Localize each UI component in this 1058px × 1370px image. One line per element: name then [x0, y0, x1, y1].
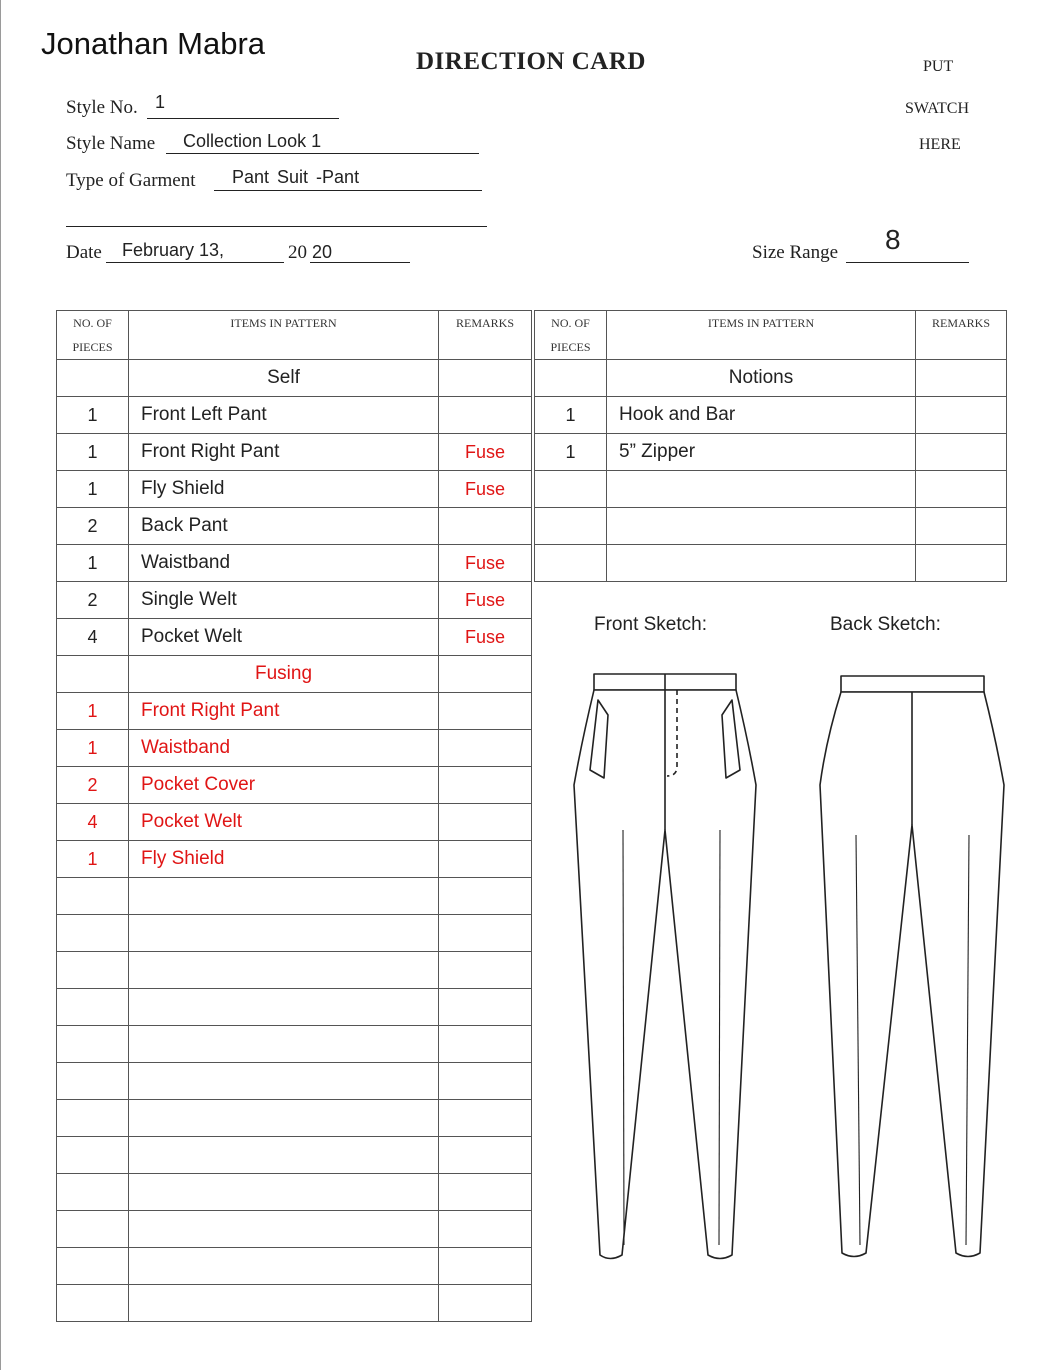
style-no-underline	[147, 118, 339, 119]
pieces-cell[interactable]: 1	[57, 841, 129, 878]
remarks-cell[interactable]: Fuse	[439, 582, 532, 619]
item-cell[interactable]: Hook and Bar	[607, 397, 916, 434]
year-prefix: 20	[288, 242, 307, 263]
remarks-cell[interactable]: Fuse	[439, 545, 532, 582]
table-row	[57, 693, 532, 730]
table-row	[57, 656, 532, 693]
table-row	[57, 1026, 532, 1063]
pieces-cell[interactable]	[57, 1100, 129, 1137]
item-cell[interactable]: Single Welt	[129, 582, 439, 619]
style-name-value[interactable]: Collection Look 1	[183, 131, 322, 151]
pieces-cell[interactable]: 2	[57, 582, 129, 619]
remarks-cell[interactable]	[439, 1137, 532, 1174]
remarks-cell[interactable]	[916, 360, 1007, 397]
right-notions-table	[534, 310, 1007, 582]
table-row	[57, 767, 532, 804]
date-value[interactable]: February 13,	[122, 240, 225, 260]
pieces-cell[interactable]: 1	[535, 434, 607, 471]
pieces-cell[interactable]	[57, 878, 129, 915]
swatch-line-3: HERE	[919, 136, 961, 153]
pieces-cell[interactable]	[57, 1174, 129, 1211]
remarks-cell[interactable]	[439, 730, 532, 767]
pieces-cell[interactable]: 4	[57, 619, 129, 656]
item-cell[interactable]	[607, 508, 916, 545]
item-cell[interactable]: Waistband	[129, 730, 439, 767]
swatch-line-2: SWATCH	[905, 100, 970, 117]
remarks-cell[interactable]	[439, 1285, 532, 1322]
remarks-cell[interactable]	[916, 545, 1007, 582]
size-range-value[interactable]: 8	[885, 224, 901, 255]
col-header-items: ITEMS IN PATTERN	[607, 311, 916, 360]
table-row	[535, 360, 1007, 397]
style-no-label: Style No.	[66, 97, 138, 118]
col-header-remarks: REMARKS	[916, 311, 1007, 360]
table-row	[535, 508, 1007, 545]
item-cell[interactable]: Pocket Welt	[129, 804, 439, 841]
pieces-cell[interactable]: 2	[57, 767, 129, 804]
item-cell[interactable]	[129, 878, 439, 915]
pieces-cell[interactable]: 1	[57, 434, 129, 471]
item-cell[interactable]	[129, 989, 439, 1026]
table-row	[57, 434, 532, 471]
table-row	[57, 915, 532, 952]
table-row	[57, 1174, 532, 1211]
remarks-cell[interactable]	[439, 1248, 532, 1285]
style-name-label: Style Name	[66, 133, 156, 154]
pieces-cell[interactable]	[57, 1248, 129, 1285]
item-cell[interactable]: Pocket Welt	[129, 619, 439, 656]
garment-underline	[214, 190, 482, 191]
author-name: Jonathan Mabra	[41, 26, 266, 61]
item-cell[interactable]: Front Left Pant	[129, 397, 439, 434]
item-cell[interactable]	[129, 915, 439, 952]
table-row	[57, 545, 532, 582]
item-cell[interactable]: Pocket Cover	[129, 767, 439, 804]
remarks-cell[interactable]	[439, 397, 532, 434]
table-row	[57, 1063, 532, 1100]
section-heading-cell[interactable]: Self	[129, 360, 439, 397]
remarks-cell[interactable]	[916, 508, 1007, 545]
pieces-cell[interactable]	[57, 1211, 129, 1248]
remarks-cell[interactable]	[439, 1026, 532, 1063]
remarks-cell[interactable]	[439, 508, 532, 545]
table-row	[57, 1137, 532, 1174]
date-label: Date	[66, 242, 102, 263]
remarks-cell[interactable]	[916, 434, 1007, 471]
table-row	[57, 1248, 532, 1285]
item-cell[interactable]	[607, 545, 916, 582]
remarks-cell[interactable]	[916, 471, 1007, 508]
remarks-cell[interactable]	[439, 1100, 532, 1137]
item-cell[interactable]	[129, 1100, 439, 1137]
pieces-cell[interactable]: 1	[57, 545, 129, 582]
remarks-cell[interactable]	[439, 915, 532, 952]
remarks-cell[interactable]	[916, 397, 1007, 434]
table-row	[57, 397, 532, 434]
style-name-underline	[166, 153, 479, 154]
col-header-pieces: NO. OF PIECES	[57, 311, 129, 360]
item-cell[interactable]: 5” Zipper	[607, 434, 916, 471]
table-row	[57, 804, 532, 841]
table-row	[57, 508, 532, 545]
remarks-cell[interactable]	[439, 360, 532, 397]
year-value[interactable]: 20	[312, 242, 333, 262]
item-cell[interactable]	[607, 471, 916, 508]
col-header-remarks: REMARKS	[439, 311, 532, 360]
table-row	[57, 360, 532, 397]
back-waistband	[841, 676, 984, 692]
item-cell[interactable]: Waistband	[129, 545, 439, 582]
back-pants-sketch	[806, 660, 1016, 1285]
pieces-cell[interactable]	[57, 656, 129, 693]
table-row	[57, 619, 532, 656]
pieces-cell[interactable]	[535, 471, 607, 508]
pieces-cell[interactable]	[535, 360, 607, 397]
remarks-cell[interactable]	[439, 952, 532, 989]
left-pattern-table	[56, 310, 532, 1322]
pieces-cell[interactable]	[57, 915, 129, 952]
item-cell[interactable]: Back Pant	[129, 508, 439, 545]
pieces-cell[interactable]: 4	[57, 804, 129, 841]
item-cell[interactable]: Front Right Pant	[129, 434, 439, 471]
remarks-cell[interactable]	[439, 878, 532, 915]
item-cell[interactable]	[129, 1174, 439, 1211]
pieces-cell[interactable]: 1	[57, 471, 129, 508]
garment-label: Type of Garment	[66, 170, 196, 191]
table-row	[57, 730, 532, 767]
pieces-cell[interactable]: 1	[535, 397, 607, 434]
remarks-cell[interactable]: Fuse	[439, 434, 532, 471]
remarks-cell[interactable]	[439, 767, 532, 804]
size-range-label: Size Range	[752, 242, 839, 263]
pieces-cell[interactable]	[57, 1285, 129, 1322]
item-cell[interactable]	[129, 952, 439, 989]
front-pants-sketch	[560, 660, 770, 1285]
section-heading-cell[interactable]: Notions	[607, 360, 916, 397]
remarks-cell[interactable]	[439, 1063, 532, 1100]
table-row	[535, 545, 1007, 582]
date-underline	[106, 262, 284, 263]
page-edge	[0, 0, 1, 1370]
table-row	[57, 841, 532, 878]
size-range-underline	[846, 262, 969, 263]
pieces-cell[interactable]	[535, 508, 607, 545]
remarks-cell[interactable]: Fuse	[439, 619, 532, 656]
table-row	[535, 471, 1007, 508]
pieces-cell[interactable]	[57, 952, 129, 989]
pieces-cell[interactable]	[57, 989, 129, 1026]
col-header-items: ITEMS IN PATTERN	[129, 311, 439, 360]
item-cell[interactable]: Fly Shield	[129, 841, 439, 878]
table-row	[57, 582, 532, 619]
remarks-cell[interactable]	[439, 1174, 532, 1211]
item-cell[interactable]: Fly Shield	[129, 471, 439, 508]
item-cell[interactable]	[129, 1063, 439, 1100]
pieces-cell[interactable]	[57, 1063, 129, 1100]
section-heading-cell[interactable]: Fusing	[129, 656, 439, 693]
back-sketch-label: Back Sketch:	[830, 614, 941, 635]
item-cell[interactable]	[129, 1211, 439, 1248]
page-title: DIRECTION CARD	[416, 48, 646, 75]
item-cell[interactable]	[129, 1285, 439, 1322]
col-header-pieces: NO. OF PIECES	[535, 311, 607, 360]
pieces-cell[interactable]: 2	[57, 508, 129, 545]
pieces-cell[interactable]	[57, 1137, 129, 1174]
remarks-cell[interactable]	[439, 656, 532, 693]
swatch-line-1: PUT	[923, 58, 954, 75]
remarks-cell[interactable]	[439, 804, 532, 841]
remarks-cell[interactable]	[439, 693, 532, 730]
item-cell[interactable]: Front Right Pant	[129, 693, 439, 730]
table-row	[57, 1211, 532, 1248]
table-row	[57, 878, 532, 915]
table-row	[57, 989, 532, 1026]
front-sketch-label: Front Sketch:	[594, 614, 707, 635]
table-row	[535, 397, 1007, 434]
pieces-cell[interactable]: 1	[57, 730, 129, 767]
table-row	[57, 1285, 532, 1322]
pieces-cell[interactable]	[57, 1026, 129, 1063]
remarks-cell[interactable]	[439, 1211, 532, 1248]
item-cell[interactable]	[129, 1137, 439, 1174]
table-row	[535, 434, 1007, 471]
table-row	[57, 952, 532, 989]
pieces-cell[interactable]: 1	[57, 693, 129, 730]
pieces-cell[interactable]: 1	[57, 397, 129, 434]
garment-value[interactable]: Pant Suit -Pant	[232, 167, 360, 187]
pieces-cell[interactable]	[57, 360, 129, 397]
remarks-cell[interactable]	[439, 989, 532, 1026]
blank-line	[66, 226, 487, 227]
remarks-cell[interactable]: Fuse	[439, 471, 532, 508]
style-no-value[interactable]: 1	[155, 92, 166, 112]
table-row	[57, 1100, 532, 1137]
remarks-cell[interactable]	[439, 841, 532, 878]
item-cell[interactable]	[129, 1026, 439, 1063]
table-row	[57, 471, 532, 508]
pieces-cell[interactable]	[535, 545, 607, 582]
item-cell[interactable]	[129, 1248, 439, 1285]
